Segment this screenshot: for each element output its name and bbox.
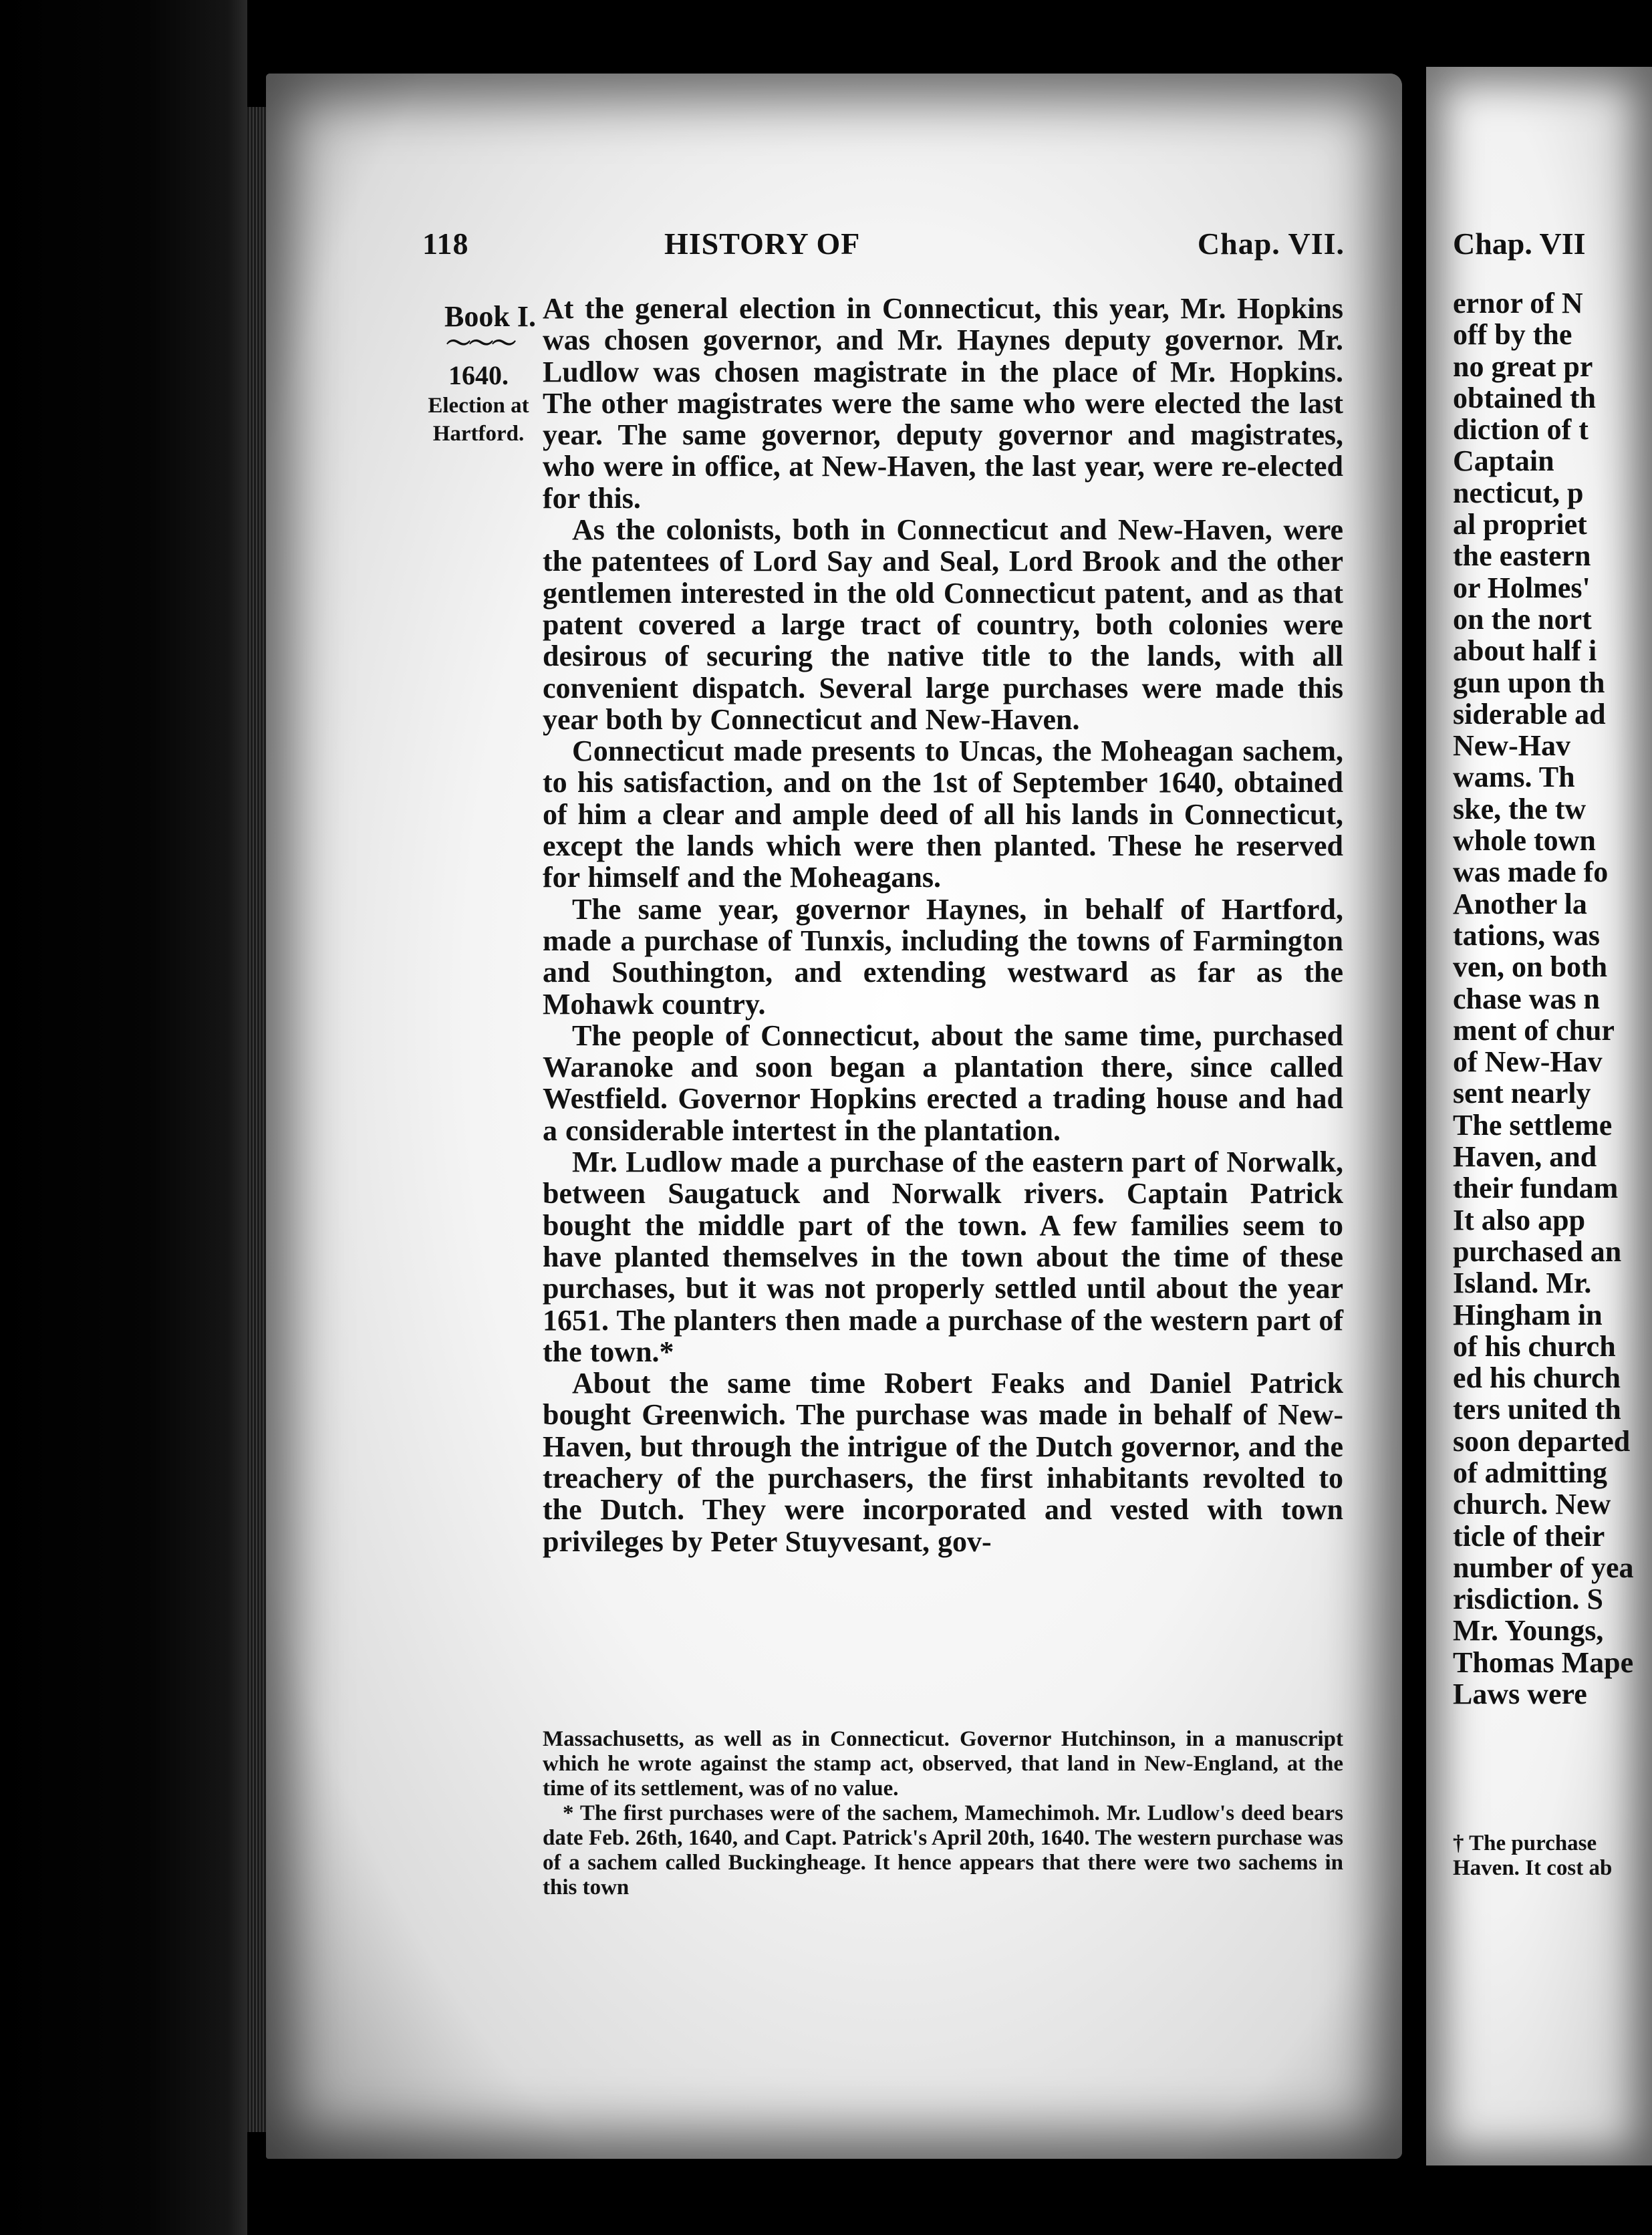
main-text — [543, 293, 1343, 1557]
right-page-line: Laws were — [1453, 1678, 1587, 1711]
right-page — [1426, 67, 1652, 2165]
footnote: * The first purchases were of the sachem, Mamechimoh. Mr. Ludlow's deed bears date Feb. 26th, 1640, and Capt. Patrick's April 20th, 1640. The western purchase was of a sachem called Buckingheage. It hence appears that there were two sachems in this town — [543, 1801, 1343, 1899]
right-page-line: the eastern — [1453, 539, 1591, 573]
paragraph: About the same time Robert Feaks and Daniel Patrick bought Greenwich. The purchase was made in behalf of New-Haven, but through the intrigue of the Dutch governor, and the treachery of the purchasers, the first inhabitants revolted to the Dutch. They were incorporated and vested with town privileges by Peter Stuyvesant, gov- — [543, 1367, 1343, 1558]
right-page-line: The settleme — [1453, 1108, 1613, 1142]
right-page-line: on the nort — [1453, 602, 1592, 636]
margin-notes — [421, 299, 536, 448]
swash-ornament: 〜〜〜 — [445, 330, 514, 358]
right-page-line: gun upon th — [1453, 666, 1605, 699]
right-page-line: ticle of their — [1453, 1519, 1605, 1553]
book-edge-shadow — [0, 0, 247, 2235]
chapter-label: Chap. VII. — [1197, 227, 1345, 261]
right-page-line: about half i — [1453, 634, 1597, 668]
book-gutter — [1402, 0, 1426, 2235]
right-page-line: Mr. Youngs, — [1453, 1614, 1604, 1648]
right-page-line: sent nearly — [1453, 1077, 1591, 1110]
margin-note-line-1: Election at — [428, 394, 529, 418]
paragraph: As the colonists, both in Connecticut and New-Haven, were the patentees of Lord Say and Seal, Lord Brook and the other gentlemen interested in the old Connecticut patent, and as that patent covered a large tract of country, both colonies were desirous of securing the native title to the lands, with all convenient dispatch. Several large purchases were made this year both by Connecticut and New-Haven. — [543, 513, 1343, 736]
right-page-line: Hingham in — [1453, 1298, 1603, 1331]
paragraph: Mr. Ludlow made a purchase of the eastern part of Norwalk, between Saugatuck and Norwalk rivers. Captain Patrick bought the middle part of the town. A few families seem to have planted themselves in the town about the time of these purchases, but it was not properly settled until about the year 1651. The planters then made a purchase of the western part of the town.* — [543, 1146, 1343, 1368]
paragraph: The people of Connecticut, about the same time, purchased Waranoke and soon began a plantation there, since called Westfield. Governor Hopkins erected a trading house and had a considerable intertest in the plantation. — [543, 1019, 1343, 1147]
right-page-line: number of yea — [1453, 1551, 1634, 1584]
paragraph: Connecticut made presents to Uncas, the Moheagan sachem, to his satisfaction, and on the 1st of September 1640, obtained of him a clear and ample deed of all his lands in Connecticut, except the lands which were then planted. These he reserved for himself and the Moheagans. — [543, 735, 1343, 894]
right-page-line: necticut, p — [1453, 476, 1584, 509]
right-page-line: risdiction. S — [1453, 1583, 1603, 1616]
right-page-line: ment of chur — [1453, 1013, 1615, 1047]
right-page-line: ske, the tw — [1453, 792, 1587, 825]
right-page-line: al propriet — [1453, 508, 1587, 541]
right-page-line: New-Hav — [1453, 729, 1570, 763]
right-page-line: off by the — [1453, 318, 1572, 352]
right-page-line: siderable ad — [1453, 697, 1606, 731]
right-page-line: ed his church — [1453, 1361, 1621, 1395]
page-number: 118 — [422, 227, 469, 261]
right-page-line: obtained th — [1453, 381, 1596, 414]
right-page-line: of admitting — [1453, 1456, 1607, 1489]
right-page-line: their fundam — [1453, 1172, 1619, 1205]
right-page-line: no great pr — [1453, 350, 1593, 383]
margin-year: 1640. — [448, 360, 509, 390]
footnote-continued: Massachusetts, as well as in Connecticut. Governor Hutchinson, in a manuscript which he wrote against the stamp act, observed, that land in New-England, at the time of its settlement, was of no value. — [543, 1727, 1343, 1801]
right-page-line: whole town — [1453, 824, 1596, 858]
right-page-line: chase was n — [1453, 982, 1601, 1015]
paragraph: At the general election in Connecticut, this year, Mr. Hopkins was chosen governor, and Mr. Haynes deputy governor. Mr. Ludlow was chosen magistrate in the place of Mr. Hopkins. The other magistrates were the same who were elected the last year. The same governor, deputy governor and magistrates, who were in office, at New-Haven, the last year, were re-elected for this. — [543, 292, 1343, 515]
footnotes — [543, 1727, 1343, 1900]
right-page-line: soon departed — [1453, 1424, 1631, 1458]
right-page-line: tations, was — [1453, 918, 1601, 952]
right-page-line: was made fo — [1453, 856, 1609, 889]
right-page-line: It also app — [1453, 1203, 1586, 1236]
right-page-footnote — [1453, 1831, 1612, 1881]
right-page-line: ters united th — [1453, 1393, 1621, 1426]
margin-book: Book I. — [444, 300, 536, 333]
right-page-line: wams. Th — [1453, 761, 1575, 794]
right-page-footnote-line: † The purchase — [1453, 1831, 1597, 1855]
right-chapter-label: Chap. VII — [1453, 227, 1586, 261]
right-page-line: Island. Mr. — [1453, 1267, 1592, 1300]
right-page-line: Haven, and — [1453, 1140, 1597, 1174]
margin-note-line-2: Hartford. — [432, 422, 525, 446]
right-page-line: diction of t — [1453, 413, 1589, 446]
right-page-line: Thomas Mape — [1453, 1646, 1634, 1679]
right-page-line: ernor of N — [1453, 287, 1583, 319]
right-page-line: Another la — [1453, 887, 1587, 920]
right-page-line: purchased an — [1453, 1234, 1622, 1268]
right-page-line: of New-Hav — [1453, 1045, 1603, 1079]
right-page-footnote-line: Haven. It cost ab — [1453, 1856, 1613, 1880]
right-page-line: of his church — [1453, 1329, 1616, 1363]
right-page-line: Captain — [1453, 444, 1554, 478]
right-page-line: or Holmes' — [1453, 571, 1591, 604]
paragraph: The same year, governor Haynes, in behalf of Hartford, made a purchase of Tunxis, including the towns of Farmington and Southington, and extending westward as far as the Mohawk country. — [543, 892, 1343, 1021]
running-title: HISTORY OF — [664, 227, 861, 261]
running-header — [422, 226, 1345, 273]
right-page-line: ven, on both — [1453, 950, 1608, 984]
right-page-line: church. New — [1453, 1488, 1611, 1521]
right-page-lines — [1453, 287, 1634, 1710]
